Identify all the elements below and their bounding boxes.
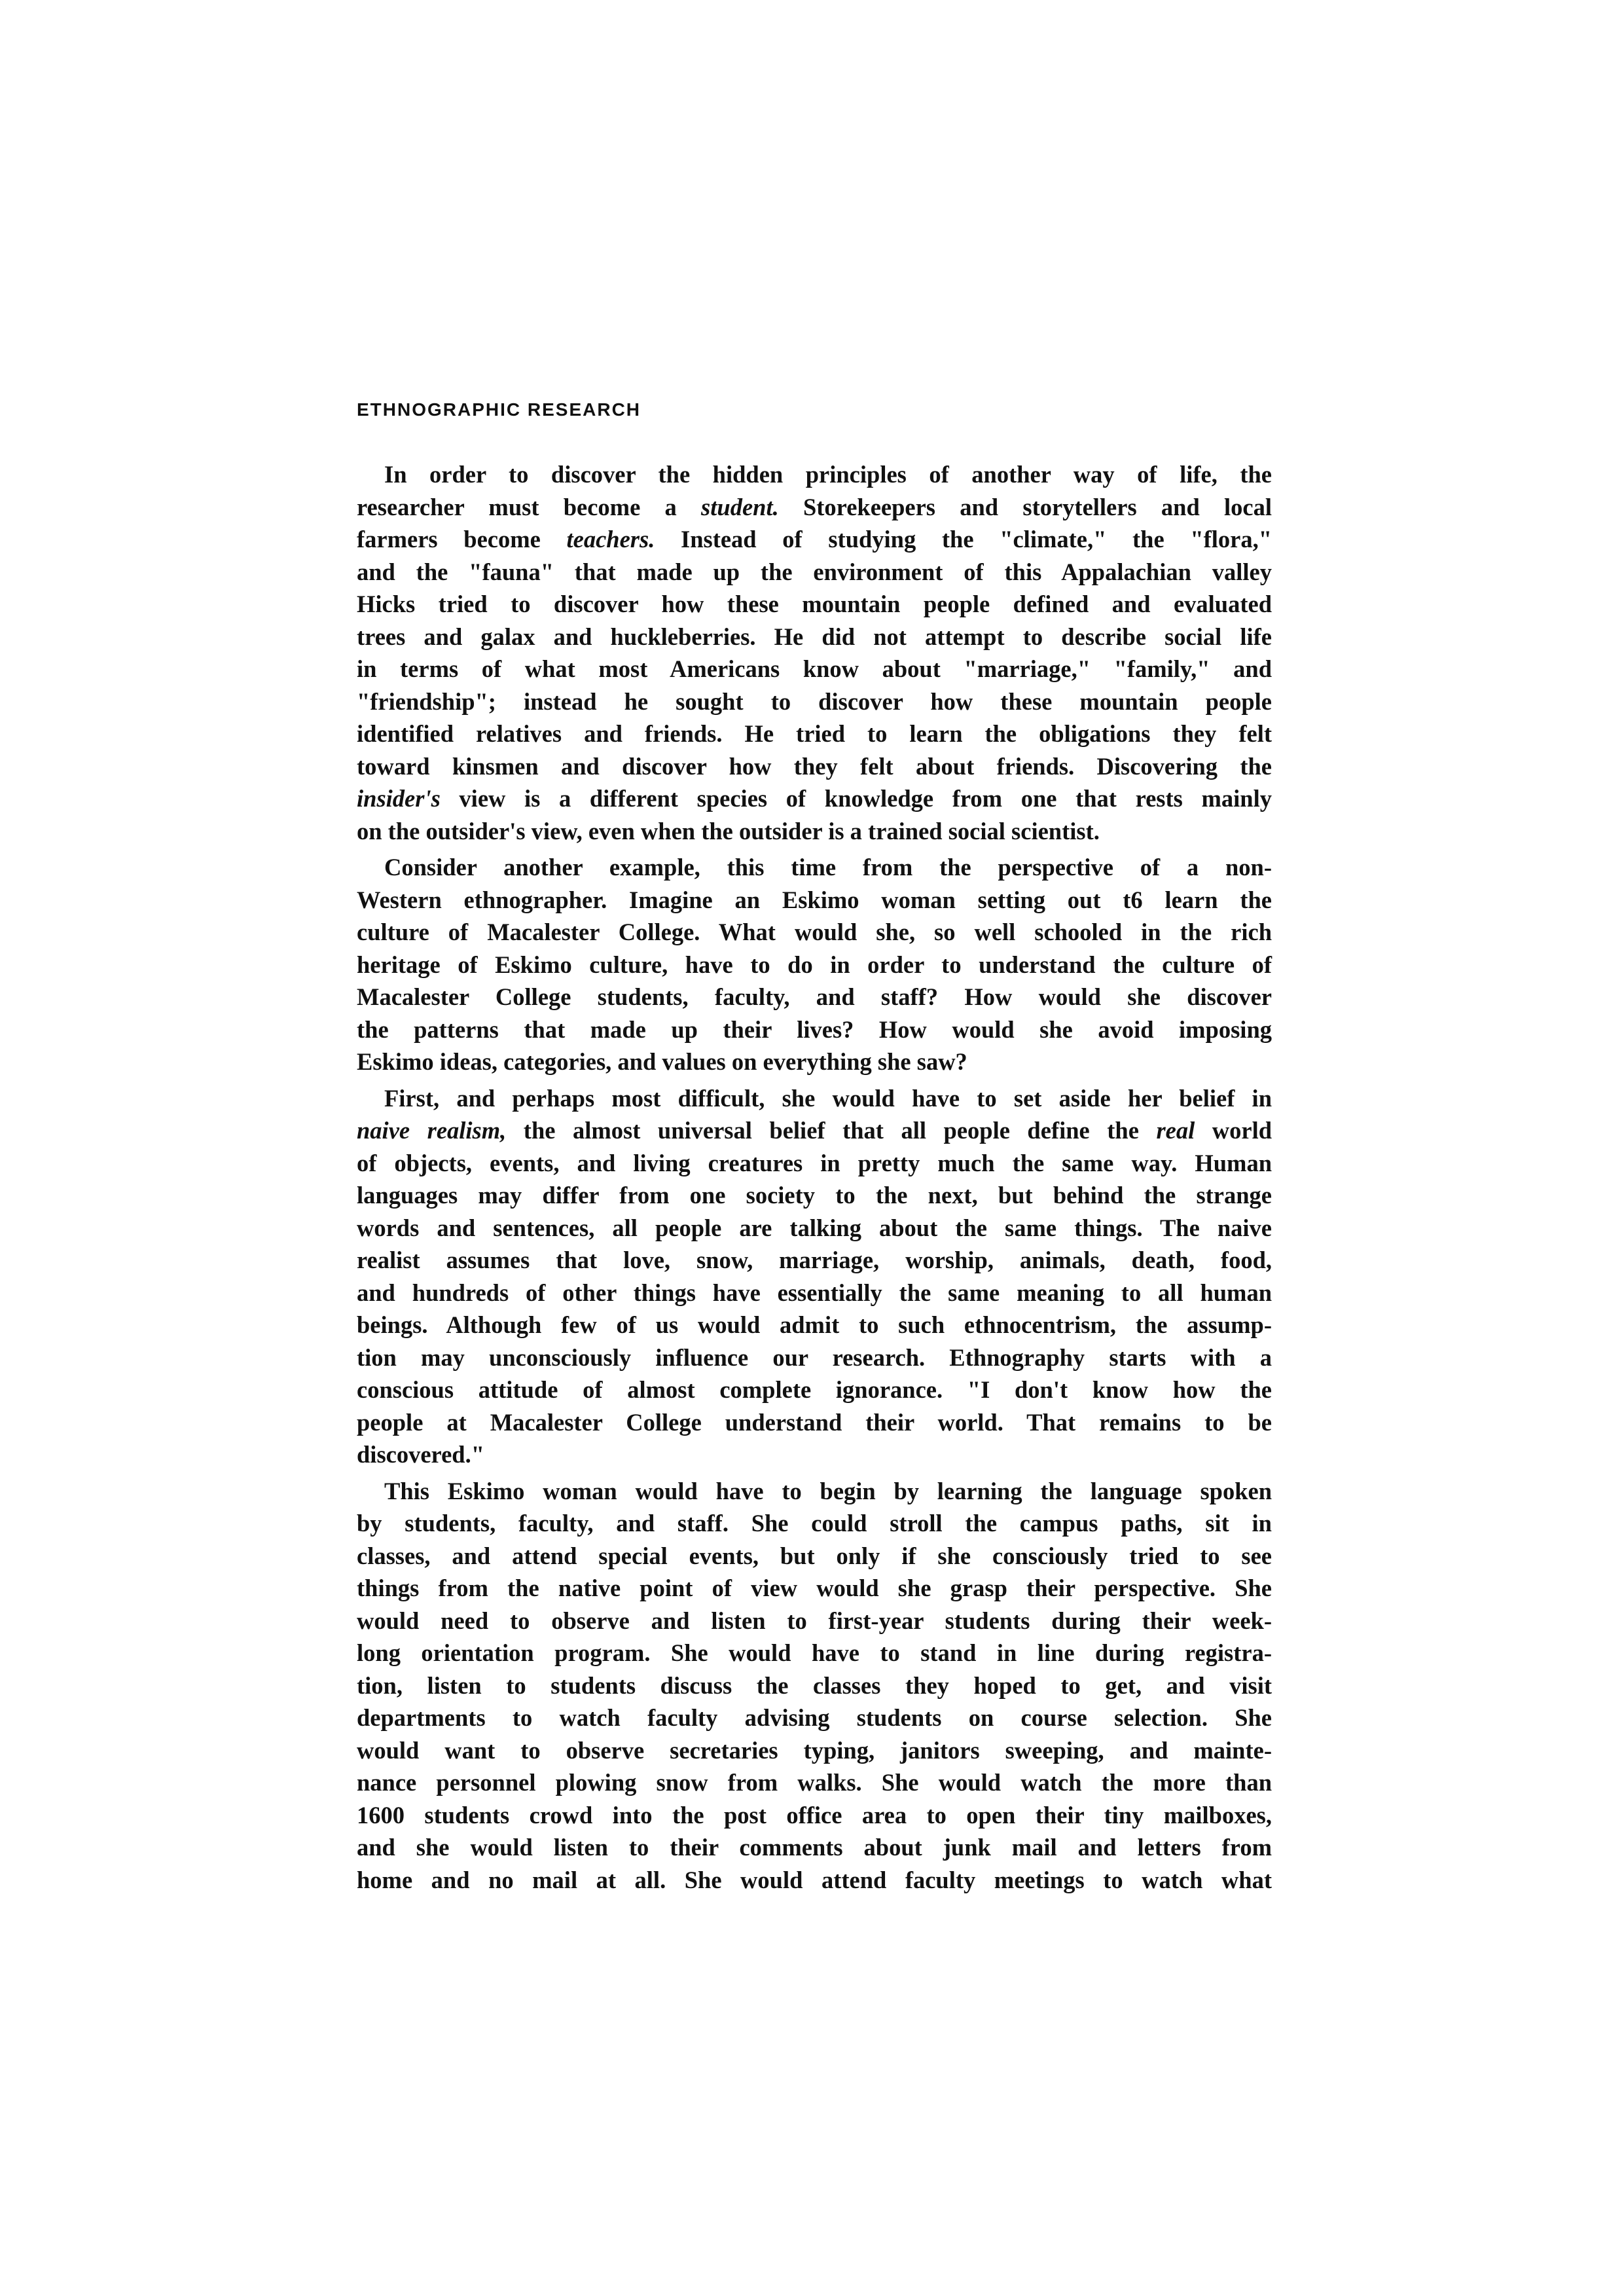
text-line [357,1277,1272,1309]
text-run: view is a different species of knowledge from one that rests mainly [440,785,1272,812]
text-line [357,1438,1272,1471]
text-line [357,653,1272,685]
text-run: conscious attitude of almost complete ignorance. "I don't know how the [357,1376,1272,1403]
text-line [357,458,1272,491]
text-run: by students, faculty, and staff. She could stroll the campus paths, sit in [357,1510,1272,1537]
text-run: classes, and attend special events, but only if she consciously tried to see [357,1542,1272,1569]
text-line [357,1572,1272,1605]
text-run: Consider another example, this time from the perspective of a non- [384,854,1272,881]
text-line [357,1605,1272,1637]
text-line [357,782,1272,815]
text-line [357,1114,1272,1147]
text-line [357,556,1272,589]
text-run: trees and galax and huckleberries. He did not attempt to describe social life [357,623,1272,650]
text-run: things from the native point of view would she grasp their perspective. She [357,1575,1272,1601]
text-run: long orientation program. She would have to stand in line during registra- [357,1639,1272,1666]
text-line [357,1864,1272,1897]
text-run: departments to watch faculty advising students on course selection. She [357,1704,1272,1731]
text-line [357,949,1272,981]
text-line [357,1475,1272,1508]
text-run: In order to discover the hidden principles of another way of life, the [384,461,1272,488]
text-line [357,1309,1272,1341]
text-run: world [1195,1117,1272,1144]
text-line [357,916,1272,949]
text-run: "friendship"; instead he sought to discover how these mountain people [357,687,1272,715]
text-run: First, and perhaps most difficult, she would have to set aside her belief in [384,1084,1272,1112]
text-run: heritage of Eskimo culture, have to do in order to understand the culture of [357,951,1272,978]
text-run: tion, listen to students discuss the classes they hoped to get, and visit [357,1671,1272,1699]
text-run: farmers become [357,526,567,553]
text-line [357,1669,1272,1702]
paragraph [357,851,1272,1078]
text-run: tion may unconsciously influence our research. Ethnography starts with a [357,1343,1272,1371]
text-line [357,1046,1272,1078]
text-line [357,1406,1272,1439]
paragraph [357,1082,1272,1471]
text-run: This Eskimo woman would have to begin by learning the language spoken [384,1477,1272,1504]
text-line [357,685,1272,718]
text-run: Instead of studying the "climate," the "flora," [655,526,1272,553]
text-line [357,884,1272,917]
text-line [357,1540,1272,1573]
text-line [357,851,1272,884]
text-run: Eskimo ideas, categories, and values on everything she saw? [357,1048,967,1075]
text-line [357,815,1272,848]
text-run: the patterns that made up their lives? How would she avoid imposing [357,1015,1272,1043]
text-run: toward kinsmen and discover how they felt about friends. Discovering the [357,752,1272,780]
text-run: 1600 students crowd into the post office area to open their tiny mailboxes, [357,1801,1272,1829]
text-line [357,1082,1272,1115]
text-line [357,1766,1272,1799]
text-run: and the "fauna" that made up the environment of this Appalachian valley [357,558,1272,585]
text-run: Western ethnographer. Imagine an Eskimo woman setting out t6 learn the [357,886,1272,913]
text-line [357,588,1272,621]
text-run: would need to observe and listen to first-year students during their week- [357,1607,1272,1634]
text-run: would want to observe secretaries typing, janitors sweeping, and mainte- [357,1736,1272,1764]
italic-run: teachers. [566,526,655,553]
text-run: people at Macalester College understand their world. That remains to be [357,1408,1272,1436]
text-run: researcher must become a [357,493,702,520]
text-run: and hundreds of other things have essentially the same meaning to all human [357,1279,1272,1306]
text-run: Macalester College students, faculty, and staff? How would she discover [357,983,1272,1010]
text-run: beings. Although few of us would admit to such ethnocentrism, the assump- [357,1311,1272,1338]
text-run: Storekeepers and storytellers and local [778,493,1272,520]
text-run: and she would listen to their comments about junk mail and letters from [357,1834,1272,1861]
paragraph [357,458,1272,847]
text-run: realist assumes that love, snow, marriage, worship, animals, death, food, [357,1247,1272,1273]
text-line [357,1507,1272,1540]
italic-run: naive realism, [357,1117,507,1144]
text-run: culture of Macalester College. What would she, so well schooled in the rich [357,919,1272,945]
text-line [357,981,1272,1013]
text-run: identified relatives and friends. He tried to learn the obligations they felt [357,720,1272,747]
text-line [357,621,1272,653]
text-line [357,1831,1272,1864]
italic-run: student. [701,493,779,520]
text-run: of objects, events, and living creatures in pretty much the same way. Human [357,1149,1272,1176]
text-line [357,1013,1272,1046]
text-line [357,1341,1272,1374]
text-line [357,491,1272,524]
text-line [357,1147,1272,1180]
text-line [357,1799,1272,1832]
text-run: languages may differ from one society to the next, but behind the strange [357,1182,1272,1209]
text-run: Hicks tried to discover how these mountain people defined and evaluated [357,591,1272,617]
text-line [357,1637,1272,1669]
paragraph [357,1475,1272,1897]
text-run: words and sentences, all people are talking about the same things. The naive [357,1214,1272,1241]
text-line [357,523,1272,556]
italic-run: real [1156,1117,1195,1144]
italic-run: insider's [357,785,441,812]
text-line [357,1374,1272,1406]
text-line [357,718,1272,750]
text-run: on the outsider's view, even when the outsider is a trained social scientist. [357,817,1100,845]
text-line [357,1734,1272,1767]
text-run: home and no mail at all. She would attend faculty meetings to watch what [357,1866,1272,1893]
running-head: ETHNOGRAPHIC RESEARCH [357,399,641,420]
text-line [357,750,1272,783]
text-run: discovered." [357,1441,484,1468]
text-line [357,1212,1272,1245]
text-run: the almost universal belief that all people define the [506,1117,1157,1144]
text-line [357,1702,1272,1734]
text-run: in terms of what most Americans know about "marriage," "family," and [357,655,1272,682]
text-line [357,1244,1272,1277]
text-run: nance personnel plowing snow from walks. She would watch the more than [357,1769,1272,1796]
body-text [357,458,1272,1900]
text-line [357,1179,1272,1212]
